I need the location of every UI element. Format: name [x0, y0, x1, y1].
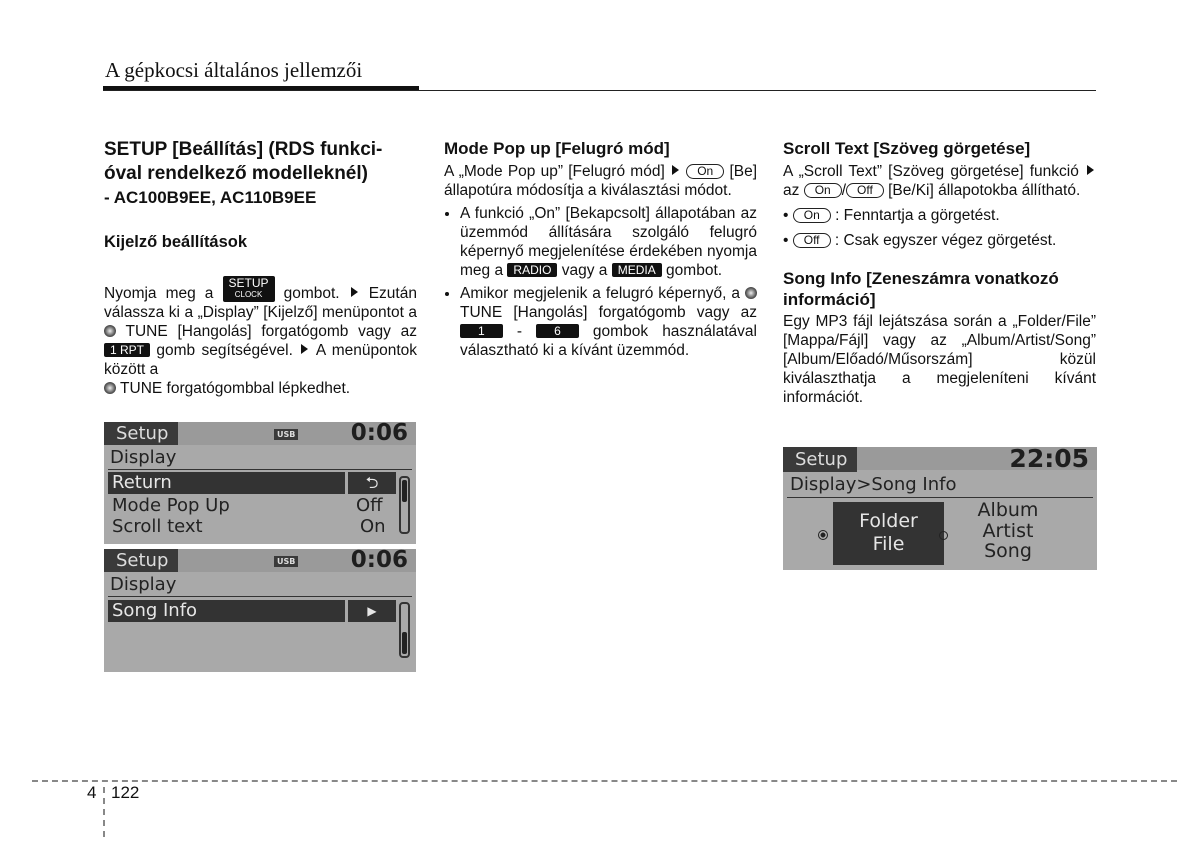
on-button-icon: On [804, 183, 842, 198]
menu-item-mode-pop-up[interactable]: Mode Pop Up [112, 495, 230, 516]
divider [108, 469, 412, 470]
tune-knob-icon [104, 325, 116, 337]
column-mode-pop-up [444, 138, 757, 364]
menu-item-song-info[interactable] [108, 600, 345, 622]
mode-pop-up-heading: Mode Pop up [Felugró mód] [444, 139, 670, 158]
tune-knob-icon [104, 382, 116, 394]
chevron-right-icon: ▶ [348, 600, 396, 622]
section-number: 4 [87, 783, 97, 802]
menu-item-scroll-text[interactable]: Scroll text [112, 516, 203, 537]
header-rule [103, 90, 1096, 91]
slash: / [841, 182, 847, 199]
screen-tag: Setup [104, 422, 178, 445]
setup-text-a: Nyomja meg a [104, 285, 214, 302]
menu-item-label: Song Info [112, 600, 198, 621]
preset-6-button-icon: 6 [536, 324, 579, 338]
screen-time: 0:06 [350, 422, 408, 446]
mode-pop-up-paragraph [444, 162, 757, 200]
screen-tag: Setup [104, 549, 178, 572]
setup-text-e: gomb segítségével. [156, 342, 293, 359]
bullet-text: : Csak egyszer végez görgetést. [834, 232, 1057, 249]
scrollbar-thumb [402, 632, 407, 654]
setup-text-c: Ezután válassza ki a „Display” [Kijelző] menüpontot a [104, 285, 417, 321]
bullet-text: TUNE [Hangolás] forgatógomb vagy az [460, 304, 757, 321]
scroll-text-heading: Scroll Text [Szöveg görgetése] [783, 139, 1031, 158]
breadcrumb: Display>Song Info [790, 474, 957, 495]
footer-rule [32, 780, 1177, 782]
list-item: • Off : Csak egyszer végez görgetést. [783, 232, 1057, 249]
setup-heading-line1: SETUP [Beállítás] (RDS funkci- [104, 139, 383, 160]
preset-1-button-icon: 1 [460, 324, 503, 338]
arrow-right-icon [1087, 165, 1094, 175]
scroll-text-c: [Be/Ki] állapotokba állítható. [888, 182, 1081, 199]
return-icon: ⮌ [348, 472, 396, 494]
setup-text-b: gombot. [283, 285, 340, 302]
mode-text-b: [Be] állapotúra módosítja a kiválasztási módot. [444, 163, 758, 199]
option-line: Song [984, 540, 1032, 562]
song-info-paragraph: Egy MP3 fájl lejátszása során a „Folder/File” [Mappa/Fájl] vagy az „Album/Artist/Song” [Album/Előadó/Műsorszám] közül kiválaszthatja a megjeleníteni kívánt információt. [783, 313, 1096, 406]
scrollbar[interactable] [399, 602, 410, 658]
header-title: A gépkocsi általános jellemzői [105, 58, 363, 82]
on-button-icon: On [686, 164, 724, 179]
off-button-icon: Off [846, 183, 884, 198]
media-button-icon: MEDIA [612, 263, 662, 277]
display-settings-subheading: Kijelző beállítások [104, 233, 248, 251]
bullet-text: vagy a [561, 262, 608, 279]
screen-title: Display [110, 574, 177, 595]
scroll-text-paragraph [783, 162, 1096, 200]
song-info-heading-line1: Song Info [Zeneszámra vonatkozó [783, 269, 1059, 288]
option-album-artist-song[interactable] [958, 500, 1058, 562]
bullet-text: : Fenntartja a görgetést. [835, 207, 1000, 224]
scroll-text-b: az [783, 182, 800, 199]
scrollbar[interactable] [399, 476, 410, 534]
divider [108, 596, 412, 597]
song-info-heading-line2: információ] [783, 290, 876, 309]
song-info-heading [783, 268, 1096, 310]
setup-heading-line3: - AC100B9EE, AC110B9EE [104, 188, 317, 207]
clock-label: CLOCK [234, 290, 263, 299]
scroll-text-a: A „Scroll Text” [Szöveg görgetése] funkció [783, 163, 1079, 180]
menu-item-return[interactable] [108, 472, 345, 494]
on-button-icon: On [793, 208, 831, 223]
scrollbar-thumb [402, 480, 407, 502]
setup-text-f: A menüpontok között a [104, 342, 418, 378]
radio-selected-icon[interactable] [818, 530, 828, 540]
column-scroll-text [783, 138, 1096, 407]
mode-pop-up-list [444, 204, 757, 360]
footer-divider [103, 787, 105, 837]
display-screen-2 [104, 549, 416, 672]
arrow-right-icon [301, 344, 308, 354]
bullet-text: A funkció „On” [Bekapcsolt] állapotában az üzemmód állítására szolgáló felugró képernyő megjelenítése érdekében nyomja meg a [460, 205, 757, 279]
rpt-button-icon: 1 RPT [104, 343, 150, 357]
setup-paragraph [104, 276, 417, 398]
usb-icon: USB [274, 429, 298, 440]
bullet-text: gombok használatával választható ki a kívánt üzemmód. [460, 323, 757, 359]
setup-heading [104, 138, 417, 210]
screen-time: 0:06 [350, 549, 408, 573]
option-folder-file[interactable] [833, 502, 944, 565]
setup-text-g: TUNE forgatógombbal lépkedhet. [120, 380, 351, 397]
screen-title: Display [110, 447, 177, 468]
page-number: 122 [111, 783, 140, 802]
option-line: Album [977, 499, 1039, 521]
radio-unselected-icon[interactable] [939, 531, 948, 540]
setup-heading-line2: óval rendelkező modelleknél) [104, 163, 368, 184]
list-item [460, 284, 757, 360]
usb-icon: USB [274, 556, 298, 567]
menu-item-value: Off [356, 495, 383, 516]
option-line: Folder [859, 510, 918, 532]
off-button-icon: Off [793, 233, 831, 248]
list-item: • On : Fenntartja a görgetést. [783, 207, 1000, 224]
list-item [460, 204, 757, 280]
arrow-right-icon [672, 165, 679, 175]
option-line: File [872, 533, 905, 555]
screen-time: 22:05 [1009, 447, 1089, 473]
tune-knob-icon [745, 287, 757, 299]
setup-clock-button-icon [223, 276, 275, 302]
bullet-text: Amikor megjelenik a felugró képernyő, a [460, 285, 740, 302]
column-setup [104, 138, 417, 398]
arrow-right-icon [351, 287, 358, 297]
setup-label: SETUP [228, 276, 269, 290]
bullet-text: gombot. [666, 262, 723, 279]
divider [787, 497, 1093, 498]
display-screen-3 [783, 447, 1097, 570]
menu-item-label: Return [112, 472, 172, 493]
display-screen-1 [104, 422, 416, 544]
menu-item-value: On [360, 516, 386, 537]
radio-button-icon: RADIO [507, 263, 557, 277]
option-line: Artist [982, 519, 1034, 542]
bullet-text: - [516, 323, 522, 340]
screen-tag: Setup [783, 447, 857, 472]
setup-text-d: TUNE [Hangolás] forgatógomb vagy az [125, 323, 417, 340]
mode-text-a: A „Mode Pop up” [Felugró mód] [444, 163, 665, 180]
